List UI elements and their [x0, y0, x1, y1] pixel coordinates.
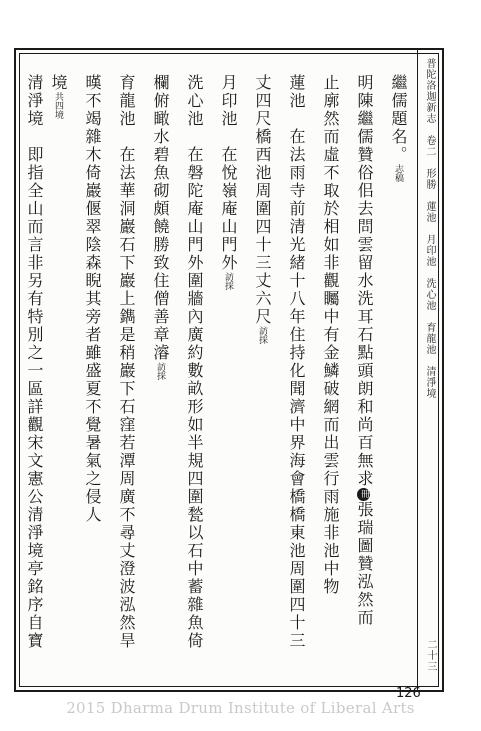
running-header: [417, 50, 442, 690]
text-column-7: 洗心池 在磐陀庵山門外圍牆內廣約數畝形如半規四圍甃以石中蓄雜魚倚: [185, 74, 204, 650]
text-column-11: 境共四境: [49, 74, 68, 119]
source-note: 志稿: [393, 164, 403, 182]
text-column-12: 清淨境 即指全山而言非另有特別之一區詳觀宋文憲公清淨境亭銘序自寶: [25, 74, 44, 650]
book-page: [14, 48, 444, 692]
source-note: 訪採: [223, 272, 233, 290]
text-column-5: 丈四尺橋西池周圍四十三丈六尺訪採: [253, 74, 272, 344]
text-column-6: 月印池 在悅嶺庵山門外訪採: [219, 74, 238, 290]
text-column-9: 育龍池 在法華洞巖石下巖上鐫是稍巖下石窪若潭周廣不尋丈澄波泓然旱: [117, 74, 136, 650]
text-column-2: 明陳繼儒贊俗佀去問雲留水洗耳石點頭朗和尚百無求冊張瑞圖贊泓然而: [355, 74, 374, 627]
seal-mark: 冊: [359, 489, 369, 500]
text-column-8: 欄俯瞰水碧魚砌頗饒勝致住僧善章濬訪採: [151, 74, 170, 380]
page-number-cjk: 二十三: [425, 639, 436, 672]
watermark-footer: 2015 Dharma Drum Institute of Liberal Arts: [66, 699, 415, 717]
page-number: 126: [396, 686, 421, 701]
text-column-10: 暵不竭雜木倚巖偃翠陰森睨其旁者雖盛夏不覺暑氣之侵人: [83, 74, 102, 524]
source-note: 訪採: [155, 362, 165, 380]
running-title: 普陀洛迦新志 卷二 形勝 蓮池 月印池 洗心池 育龍池 清淨境: [424, 58, 435, 399]
section-note: 共四境: [53, 92, 63, 119]
text-column-1: 繼儒題名。志稿: [389, 74, 408, 182]
text-column-4: 蓮池 在法雨寺前清光緒十八年住持化聞濟中界海會橋橋東池周圍四十三: [287, 74, 306, 650]
text-column-3: 止廓然而虛不取於相如非觀矚中有金鱗破網而出雲行雨施非池中物: [321, 74, 340, 596]
source-note: 訪採: [257, 326, 267, 344]
